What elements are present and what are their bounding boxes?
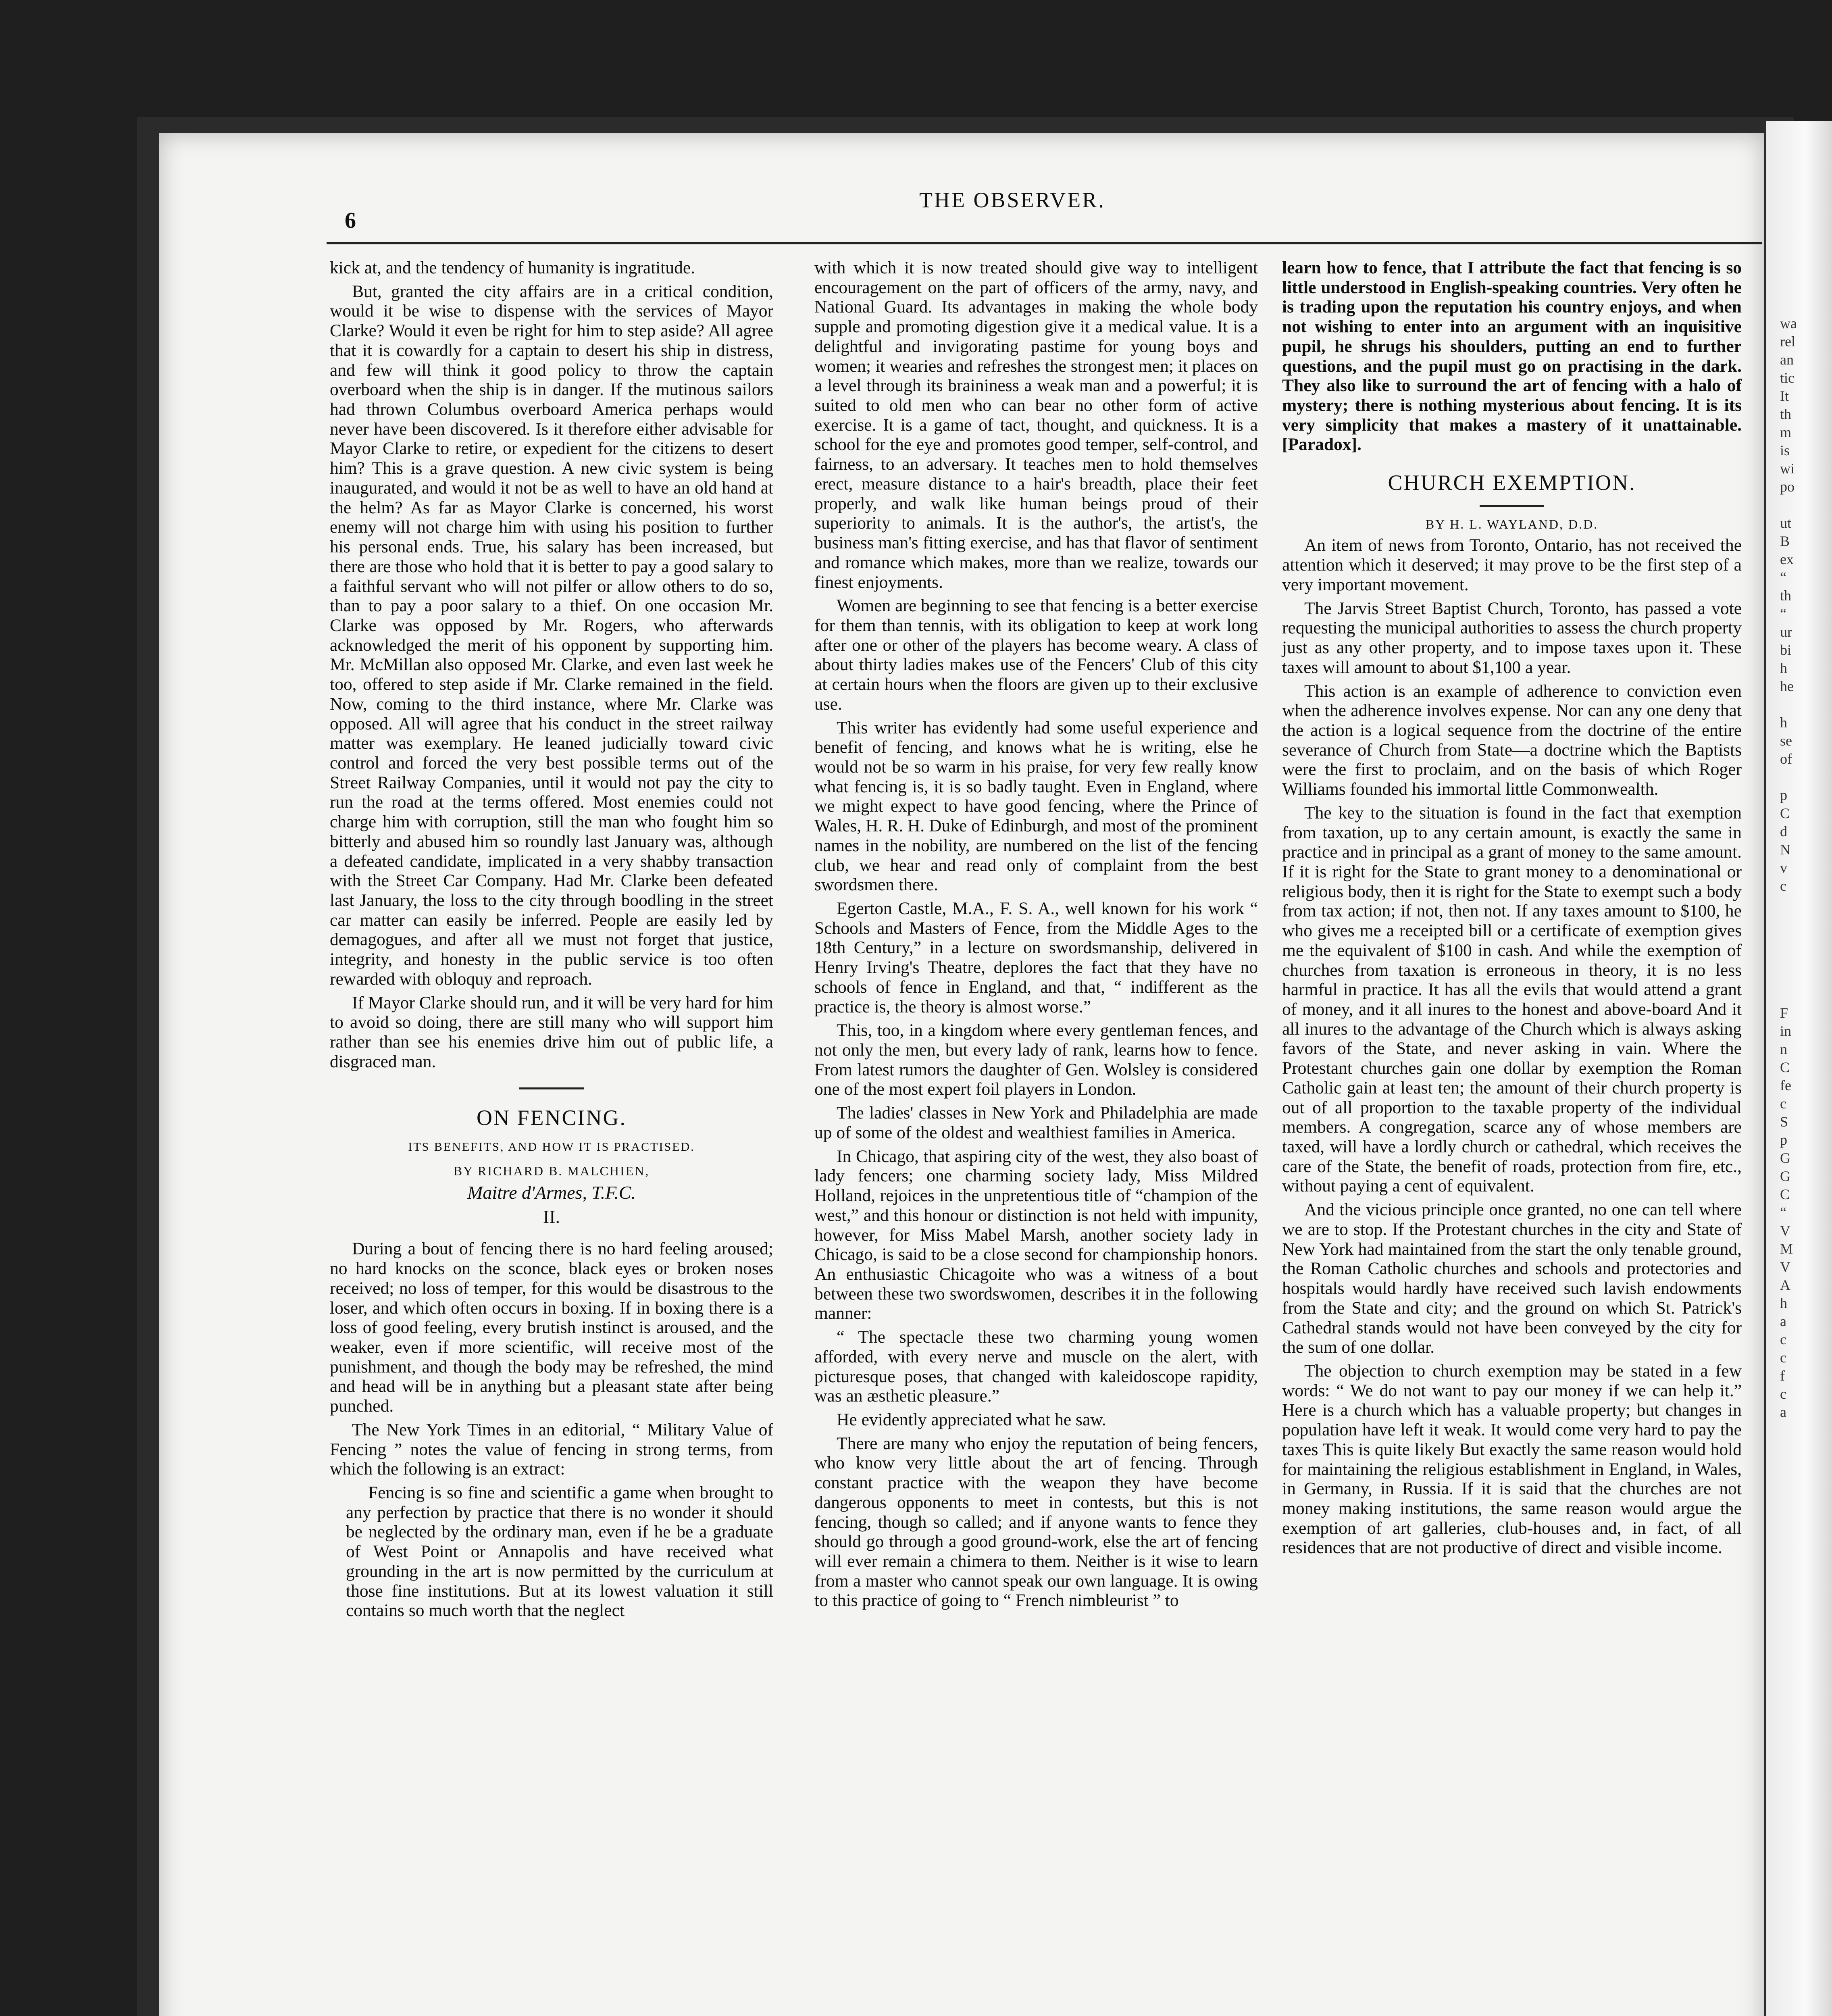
margin-fragment: an: [1780, 352, 1794, 368]
margin-fragment: ur: [1780, 624, 1792, 640]
paragraph: This action is an example of adherence to conviction even when the adherence involves expense. Nor can any one deny that the action is a logical sequence from the doctrine of the entire severance of Church from State—a doctrine which the Baptists were the first to proclaim, and on the basis of which Roger Williams founded his immortal little Commonwealth.: [1282, 681, 1742, 799]
margin-fragment: p: [1780, 1132, 1787, 1148]
margin-fragment: th: [1780, 406, 1792, 422]
paragraph: The New York Times in an editorial, “ Military Value of Fencing ” notes the value of fencing in strong terms, from which the following is an extract:: [330, 1420, 773, 1479]
paragraph: There are many who enjoy the reputation of being fencers, who know very little about the art of fencing. Through constant practice with the weapon they have become dangerous opponents to meet in contests, but this is not fencing, though so called; and if anyone wants to fence they should go through a good ground-work, else the art of fencing will ever remain a chimera to them. Neither is it wise to learn from a master who cannot speak our own language. It is owing to this practice of going to “ French nimbleurist ” to: [814, 1433, 1258, 1610]
column-2: [814, 258, 1258, 1614]
paragraph: But, granted the city affairs are in a critical condition, would it be wise to dispense with the services of Mayor Clarke? Would it even be right for him to step aside? All agree that it is cowardly for a captain to desert his ship in distress, and few will think it good policy to throw the captain overboard when the ship is in danger. If the mutinous sailors had thrown Columbus overboard America perhaps would never have been discovered. Is it therefore either advisable for Mayor Clarke to retire, or expedient for the citizens to desert him? This is a grave question. A new civic system is being inaugurated, and would it not be as well to have an old hand at the helm? As far as Mayor Clarke is concerned, his worst enemy will not charge him with using his position to further his personal ends. True, his salary has been increased, but there are those who hold that it is better to pay a good salary to a faithful servant who will not pilfer or allow others to do so, than to pay a poor salary to a thief. On one occasion Mr. Clarke was opposed by Mr. Rogers, who afterwards acknowledged the merit of his opponent by supporting him. Mr. McMillan also opposed Mr. Clarke, and even last week he too, offered to step aside if Mr. Clarke remained in the field. Now, coming to the third instance, where Mr. Clarke was opposed. All will agree that his conduct in the street railway matter was exemplary. He leaned judicially toward civic control and forced the very best possible terms out of the Street Railway Companies, until it would not pay the city to run the road at the terms offered. Most enemies could not charge him with corruption, still the man who fought him so bitterly and abused him so roundly last January was, although a defeated candidate, implicated in a very shabby transaction with the Street Car Company. Had Mr. Clarke been defeated last January, the loss to the city through boodling in the street car matter can easily be inferred. People are easily led by demagogues, and after all we must not forget that justice, integrity, and honesty in the public service is too often rewarded with obloquy and reproach.: [330, 281, 773, 989]
paragraph: This writer has evidently had some useful experience and benefit of fencing, and knows what he is writing, else he would not be so warm in his praise, for very few really know what fencing is, it is so badly taught. Even in England, where we might expect to have good fencing, where the Prince of Wales, H. R. H. Duke of Edinburgh, and most of the prominent names in the nobility, are numbered on the list of the fencing club, we hear and read only of complaint from the best swordsmen there.: [814, 718, 1258, 895]
section-divider: [519, 1087, 584, 1089]
header-rule: [327, 242, 1762, 244]
next-page-fragments: [1780, 314, 1824, 1421]
margin-fragment: S: [1780, 1114, 1788, 1130]
margin-fragment: in: [1780, 1023, 1792, 1039]
margin-fragment: fe: [1780, 1077, 1791, 1093]
margin-fragment: of: [1780, 751, 1792, 767]
margin-fragment: m: [1780, 424, 1792, 440]
article-title: CHURCH EXEMPTION.: [1388, 471, 1636, 495]
margin-fragment: a: [1780, 1313, 1786, 1329]
margin-fragment: [1780, 968, 1824, 986]
margin-fragment: po: [1780, 479, 1795, 495]
paragraph: An item of news from Toronto, Ontario, has not received the attention which it deserved; it may prove to be the first step of a very important movement.: [1282, 535, 1742, 594]
margin-fragment: rel: [1780, 333, 1795, 350]
byline: BY H. L. WAYLAND, D.D.: [1425, 516, 1599, 531]
title-rule: [1480, 505, 1544, 507]
margin-fragment: ex: [1780, 551, 1794, 567]
margin-fragment: wi: [1780, 460, 1795, 477]
paragraph: The Jarvis Street Baptist Church, Toronto, has passed a vote requesting the municipal authorities to assess the church property just as any other property, and to impose taxes upon it. These taxes will amount to about $1,100 a year.: [1282, 598, 1742, 677]
margin-fragment: “: [1780, 1204, 1786, 1220]
margin-fragment: ut: [1780, 515, 1792, 531]
margin-fragment: is: [1780, 442, 1790, 458]
margin-fragment: n: [1780, 1041, 1787, 1057]
page-number: 6: [345, 208, 356, 233]
column-1: [330, 258, 773, 1624]
paragraph: The ladies' classes in New York and Philadelphia are made up of some of the oldest and wealthiest families in America.: [814, 1103, 1258, 1142]
paragraph: The objection to church exemption may be stated in a few words: “ We do not want to pay our money if we can help it.” Here is a church which has a valuable property; but changes in population have left it weak. It would come very hard to pay the taxes This is quite likely But exactly the same reason would hold for maintaining the religious establishment in England, in Wales, in Germany, in Russia. If it is said that the churches are not money making institutions, the same reason would argue the exemption of art galleries, club-houses and, in fact, of all residences that are not productive of direct and visible income.: [1282, 1361, 1742, 1558]
margin-fragment: V: [1780, 1259, 1790, 1275]
margin-fragment: c: [1780, 1386, 1786, 1402]
paragraph: He evidently appreciated what he saw.: [837, 1410, 1106, 1429]
margin-fragment: c: [1780, 1331, 1786, 1347]
margin-fragment: c: [1780, 1350, 1786, 1366]
margin-fragment: tic: [1780, 370, 1795, 386]
article-title: ON FENCING.: [476, 1106, 627, 1130]
margin-fragment: p: [1780, 787, 1787, 803]
margin-fragment: h: [1780, 1295, 1787, 1311]
margin-fragment: c: [1780, 878, 1786, 894]
margin-fragment: [1780, 913, 1824, 931]
margin-fragment: C: [1780, 1059, 1790, 1075]
margin-fragment: a: [1780, 1404, 1786, 1420]
byline-title: Maitre d'Armes, T.F.C.: [467, 1182, 636, 1203]
margin-fragment: [1780, 895, 1824, 913]
paragraph: Egerton Castle, M.A., F. S. A., well known for his work “ Schools and Masters of Fence, from the Middle Ages to the 18th Century,” in a lecture on swordsmanship, delivered in Henry Irving's Theatre, deplores the fact that they have no schools of fence in England, and that, “ indifferent as the practice is, the theory is almost worse.”: [814, 899, 1258, 1016]
margin-fragment: d: [1780, 823, 1787, 839]
margin-fragment: F: [1780, 1005, 1788, 1021]
margin-fragment: It: [1780, 388, 1789, 404]
margin-fragment: “: [1780, 606, 1786, 622]
margin-fragment: bi: [1780, 642, 1792, 658]
margin-fragment: [1780, 986, 1824, 1004]
margin-fragment: th: [1780, 587, 1792, 604]
paragraph: And the vicious principle once granted, no one can tell where we are to stop. If the Protestant churches in the city and State of New York had maintained from the start the only tenable ground, the Roman Catholic churches and schools and protectories and hospitals would hardly have received such lavish endowments from the State and city; and the ground on which St. Patrick's Cathedral stands would not have been conveyed by the city for the sum of one dollar.: [1282, 1200, 1742, 1357]
margin-fragment: [1780, 931, 1824, 950]
margin-fragment: c: [1780, 1095, 1786, 1112]
paragraph: During a bout of fencing there is no hard feeling aroused; no hard knocks on the sconce, black eyes or broken noses received; no loss of temper, for this would be disastrous to the loser, and which often occurs in boxing. If in boxing there is a loss of good feeling, every brutish instinct is aroused, and the weaker, even if more scientific, will receive most of the punishment, and though the body may be refreshed, the mind and head will be in anything but a pleasant state after being punched.: [330, 1239, 773, 1416]
margin-fragment: se: [1780, 733, 1792, 749]
margin-fragment: C: [1780, 805, 1790, 821]
article-subtitle: ITS BENEFITS, AND HOW IT IS PRACTISED.: [408, 1140, 695, 1154]
paragraph: In Chicago, that aspiring city of the west, they also boast of lady fencers; one charming society lady, Miss Mildred Holland, rejoices in the unpretentious title of “champion of the west,” and this honour or distinction is not held with impunity, however, for Miss Mabel Marsh, another society lady in Chicago, is said to be a close second for championship honors. An enthusiastic Chicagoite who was a witness of a bout between these two swordswomen, describes it in the following manner:: [814, 1146, 1258, 1323]
quoted-paragraph: Fencing is so fine and scientific a game when brought to any perfection by practice that there is no wonder it should be neglected by the ordinary man, even if he be a graduate of West Point or Annapolis and have received what grounding in the art is now permitted by the curriculum at those fine institutions. But at its lowest valuation it still contains so much worth that the neglect: [346, 1483, 773, 1620]
margin-fragment: he: [1780, 678, 1794, 694]
paragraph: with which it is now treated should give way to intelligent encouragement on the part of officers of the army, navy, and National Guard. Its advantages in making the whole body supple and promoting digestion give it a medical value. It is a delightful and invigorating pastime for young boys and women; it wearies and refreshes the strongest men; it places on a level through its braininess a weak man and a powerful; it is suited to old men who can bear no other form of active exercise. It is a game of tact, thought, and quickness. It is a school for the eye and promotes good temper, self-control, and fairness, to an adversary. It teaches men to hold themselves erect, measure distance to a hair's breadth, place their feet properly, and walk like human beings proud of their superiority to animals. It is the author's, the artist's, the business man's fitting exercise, and has that flavor of sentiment and romance which makes, more than we realize, towards our finest enjoyments.: [814, 258, 1258, 592]
margin-fragment: [1780, 496, 1824, 514]
margin-fragment: N: [1780, 841, 1790, 858]
quoted-paragraph: “ The spectacle these two charming young women afforded, with every nerve and muscle on the alert, with picturesque poses, that changed with kaleidoscope rapidity, was an æsthetic pleasure.”: [814, 1327, 1258, 1406]
margin-fragment: A: [1780, 1277, 1790, 1293]
margin-fragment: h: [1780, 714, 1787, 731]
paragraph: The key to the situation is found in the fact that exemption from taxation, up to any certain amount, is exactly the same in practice and in principal as a grant of money to the same amount. If it is right for the State to grant money to a denominational or religious body, then it is right for the State to exempt such a body from tax action; if not, then not. If any taxes amount to $100, he who gives me a receipted bill or a certificate of exemption gives me the equivalent of $100 in cash. And while the exemption of churches from taxation is erroneous in theory, it is no less harmful in practice. It has all the evils that would attend a grant of money, and it all inures to the honest and above-board And it all inures to the advantage of the Church which is always asking favors of the State, and never asking in vain. Where the Protestant churches gain one dollar by exemption the Roman Catholic gain at least ten; the amount of their church property is out of all proportion to the taxable property of the individual members. A congregation, scarce any of whose members are taxed, will have a lordly church or cathedral, which receives the care of the State, the benefit of roads, protection from fire, etc., without paying a cent of equivalent.: [1282, 803, 1742, 1196]
byline: BY RICHARD B. MALCHIEN,: [453, 1163, 650, 1178]
margin-fragment: [1780, 768, 1824, 786]
paragraph: Women are beginning to see that fencing is a better exercise for them than tennis, with its obligation to keep at work long after one or other of the players has become weary. A class of about thirty ladies makes use of the Fencers' Club of this city at certain hours when the floors are given up to their exclusive use.: [814, 596, 1258, 714]
running-head: THE OBSERVER.: [919, 188, 1105, 212]
margin-fragment: B: [1780, 533, 1790, 549]
margin-fragment: wa: [1780, 315, 1797, 331]
margin-fragment: h: [1780, 660, 1787, 676]
paragraph: learn how to fence, that I attribute the fact that fencing is so little understood in English-speaking countries. Very often he is trading upon the reputation his country enjoys, and when not wishing to enter into an argument with an inquisitive pupil, he shrugs his shoulders, putting an end to further questions, and the pupil must go on practising in the dark. They also like to surround the art of fencing with a halo of mystery; there is nothing mysterious about fencing. It is its very simplicity that makes a mastery of it unattainable. [Paradox].: [1282, 258, 1742, 454]
paragraph: This, too, in a kingdom where every gentleman fences, and not only the men, but every lady of rank, learns how to fence. From latest rumors the daughter of Gen. Wolsley is considered one of the most expert foil players in London.: [814, 1020, 1258, 1099]
margin-fragment: M: [1780, 1241, 1793, 1257]
margin-fragment: G: [1780, 1168, 1790, 1184]
margin-fragment: f: [1780, 1368, 1785, 1384]
margin-fragment: v: [1780, 860, 1787, 876]
paragraph: kick at, and the tendency of humanity is ingratitude.: [330, 258, 695, 277]
margin-fragment: “: [1780, 569, 1786, 585]
margin-fragment: G: [1780, 1150, 1790, 1166]
paragraph: If Mayor Clarke should run, and it will be very hard for him to avoid so doing, there are still many who will support him rather than see his enemies drive him out of public life, a disgraced man.: [330, 993, 773, 1071]
part-number: II.: [543, 1206, 560, 1227]
column-3: [1282, 258, 1742, 1562]
margin-fragment: C: [1780, 1186, 1790, 1202]
margin-fragment: V: [1780, 1223, 1790, 1239]
margin-fragment: [1780, 696, 1824, 714]
margin-fragment: [1780, 950, 1824, 968]
